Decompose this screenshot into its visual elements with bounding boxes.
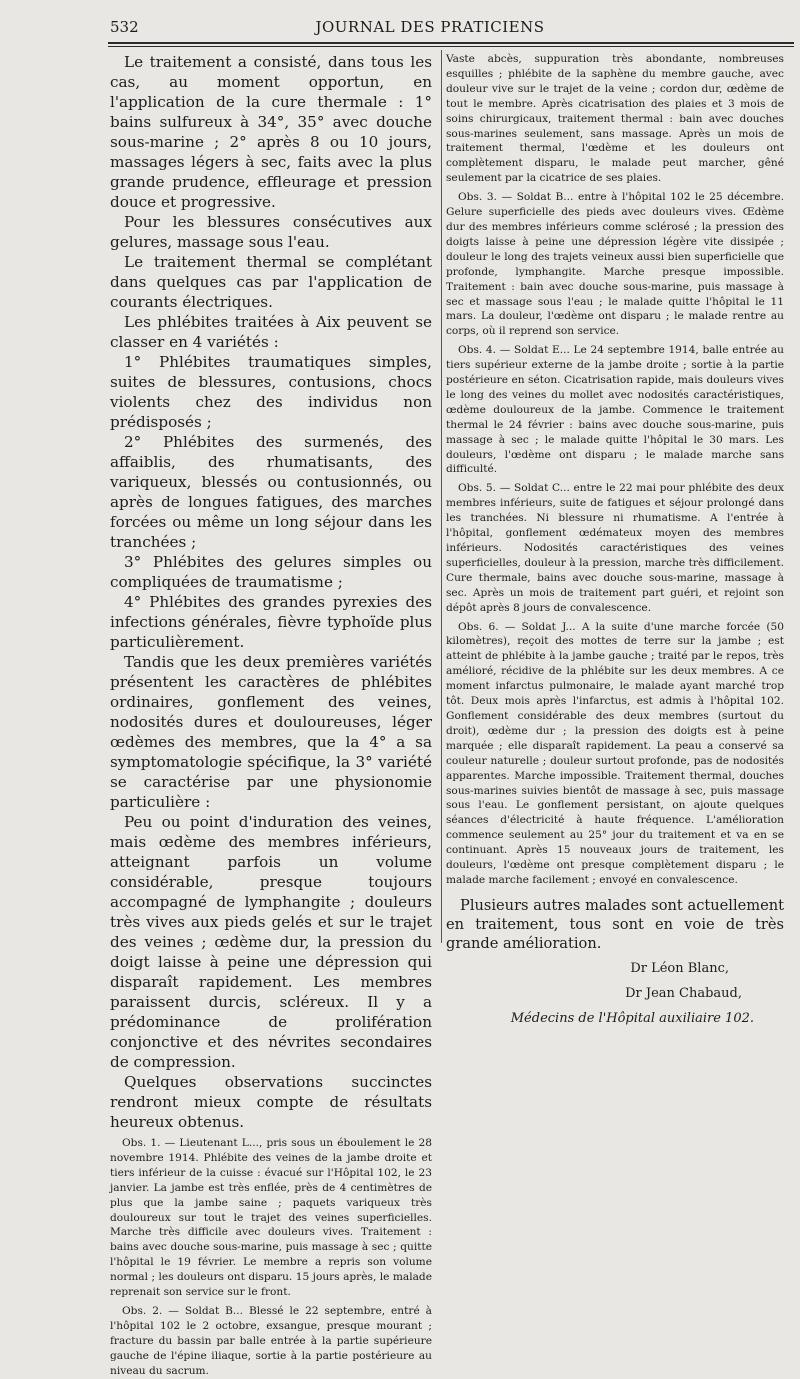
- variety-item: 1° Phlébites traumatiques simples, suites de blessures, contusions, chocs violents chez des individus non prédisposés ;: [110, 353, 432, 431]
- variety-item: 4° Phlébites des grandes pyrexies des infections générales, fièvre typhoïde plus particulièrement.: [110, 593, 432, 651]
- page-header: [110, 18, 750, 40]
- left-column: [110, 52, 432, 1379]
- closing-paragraph: Plusieurs autres malades sont actuellement en traitement, tous sont en voie de très grande amélioration.: [446, 896, 784, 952]
- observation: Obs. 5. — Soldat C... entre le 22 mai pour phlébite des deux membres inférieurs, suite de fatigues et séjour prolongé dans les tranchées. Ni blessure ni rhumatisme. A l'entrée à l'hôpital, gonflement œdémateux moyen des membres inférieurs. Nodosités caractéristiques des veines superficielles, douleur à la pression, marche très difficilement. Cure thermale, bains avec douche sous-marine, massage à sec. Après un mois de traitement part guéri, et rejoint son dépôt après 8 jours de convalescence.: [446, 482, 784, 614]
- paragraph: Le traitement thermal se complétant dans quelques cas par l'application de courants électriques.: [110, 253, 432, 311]
- variety-item: 2° Phlébites des surmenés, des affaiblis, des rhumatisants, des variqueux, blessés ou contusionnés, ou après de longues fatigues, des marches forcées ou même un long séjour dans les tranchées ;: [110, 433, 432, 551]
- paragraph: Pour les blessures consécutives aux gelures, massage sous l'eau.: [110, 213, 432, 251]
- paragraph: Peu ou point d'induration des veines, mais œdème des membres inférieurs, atteignant parfois un volume considérable, presque toujours accompagné de lymphangite ; douleurs très vives aux pieds gelés et sur le trajet des veines ; œdème dur, la pression du doigt laisse à peine une dépression qui disparaît rapidement. Les membres paraissent durcis, scléreux. Il y a prédominance de prolifération conjonctive et des névrites secondaires de compression.: [110, 813, 432, 1071]
- column-divider: [441, 50, 442, 943]
- paragraph: Quelques observations succinctes rendront mieux compte de résultats heureux obtenus.: [110, 1073, 432, 1131]
- header-rule: [108, 42, 794, 44]
- observation: Vaste abcès, suppuration très abondante, nombreuses esquilles ; phlébite de la saphène du membre gauche, avec douleur vive sur le trajet de la veine ; cordon dur, œdème de tout le membre. Après cicatrisation des plaies et 3 mois de soins chirurgicaux, traitement thermal : bain avec douches sous-marines seulement, sans massage. Après un mois de traitement thermal, l'œdème et les douleurs ont complètement disparu, le malade peut marcher, gêné seulement par la cicatrice de ses plaies.: [446, 53, 784, 185]
- page-number: 532: [110, 18, 139, 36]
- observation: Obs. 1. — Lieutenant L..., pris sous un éboulement le 28 novembre 1914. Phlébite des veines de la jambe droite et tiers inférieur de la cuisse : évacué sur l'Hôpital 102, le 23 janvier. La jambe est très enflée, près de 4 centimètres de plus que la jambe saine ; paquets variqueux très douloureux sur tout le trajet des veines superficielles. Marche très difficile avec douleurs vives. Traitement : bains avec douche sous-marine, puis massage à sec ; quitte l'hôpital le 19 février. Le membre a repris son volume normal ; les douleurs ont disparu. 15 jours après, le malade reprenait son service sur le front.: [110, 1137, 432, 1299]
- observation: Obs. 3. — Soldat B... entre à l'hôpital 102 le 25 décembre. Gelure superficielle des pieds avec douleurs vives. Œdème dur des membres inférieurs comme sclérosé ; la pression des doigts laisse à peine une dépression légère vite dissipée ; douleur le long des trajets veineux aussi bien superficielle que profonde, lymphangite. Marche presque impossible. Traitement : bain avec douche sous-marine, puis massage à sec et massage sous l'eau ; le malade quitte l'hôpital le 11 mars. La douleur, l'œdème ont disparu ; le malade rentre au corps, où il reprend son service.: [446, 191, 784, 338]
- journal-title: JOURNAL DES PRATICIENS: [315, 18, 545, 36]
- signature-author-2: Dr Jean Chabaud,: [625, 985, 742, 1001]
- header-rule-thin: [108, 46, 794, 47]
- signature-author-1: Dr Léon Blanc,: [630, 960, 729, 976]
- paragraph: Le traitement a consisté, dans tous les cas, au moment opportun, en l'application de la cure thermale : 1° bains sulfureux à 34°, 35° avec douche sous-marine ; 2° après 8 ou 10 jours, massages légers à sec, faits avec la plus grande prudence, effleurage et pression douce et progressive.: [110, 53, 432, 211]
- observation: Obs. 6. — Soldat J... A la suite d'une marche forcée (50 kilomètres), reçoit des mottes de terre sur la jambe ; est atteint de phlébite à la jambe gauche ; traité par le repos, très amélioré, récidive de la phlébite sur les deux membres. A ce moment infarctus pulmonaire, le malade ayant marché trop tôt. Deux mois après l'infarctus, est admis à l'hôpital 102. Gonflement considérable des deux membres (surtout du droit), œdème dur ; la pression des doigts est à peine marquée ; elle disparaît rapidement. La peau a conservé sa couleur naturelle ; douleur surtout profonde, pas de nodosités apparentes. Marche impossible. Traitement thermal, douches sous-marines suivies bientôt de massage à sec, puis massage sous l'eau. Le gonflement persistant, on ajoute quelques séances d'électricité à haute fréquence. L'amélioration commence seulement au 25° jour du traitement et va en se continuant. Après 15 nouveaux jours de traitement, les douleurs, l'œdème ont presque complètement disparu ; le malade marche facilement ; envoyé en convalescence.: [446, 620, 784, 886]
- observation: Obs. 2. — Soldat B... Blessé le 22 septembre, entré à l'hôpital 102 le 2 octobre, exsangue, presque mourant ; fracture du bassin par balle entrée à la partie supérieure gauche de l'épine iliaque, sortie à la partie postérieure au niveau du sacrum.: [110, 1304, 432, 1377]
- paragraph: Tandis que les deux premières variétés présentent les caractères de phlébites ordinaires, gonflement des veines, nodosités dures et douloureuses, léger œdèmes des membres, que la 4° a sa symptomatologie spécifique, la 3° variété se caractérise par une physionomie particulière :: [110, 653, 432, 811]
- right-column: [446, 52, 784, 1028]
- signature-affiliation: Médecins de l'Hôpital auxiliaire 102.: [510, 1010, 754, 1026]
- variety-item: 3° Phlébites des gelures simples ou compliquées de traumatisme ;: [110, 553, 432, 591]
- observation: Obs. 4. — Soldat E... Le 24 septembre 1914, balle entrée au tiers supérieur externe de la jambe droite ; sortie à la partie postérieure en séton. Cicatrisation rapide, mais douleurs vives le long des veines du mollet avec nodosités caractéristiques, œdème douloureux de la jambe. Commence le traitement thermal le 24 février : bains avec douche sous-marine, puis massage à sec ; le malade quitte l'hôpital le 30 mars. Les douleurs, l'œdème ont disparu ; le malade marche sans difficulté.: [446, 344, 784, 476]
- paragraph: Les phlébites traitées à Aix peuvent se classer en 4 variétés :: [110, 313, 432, 351]
